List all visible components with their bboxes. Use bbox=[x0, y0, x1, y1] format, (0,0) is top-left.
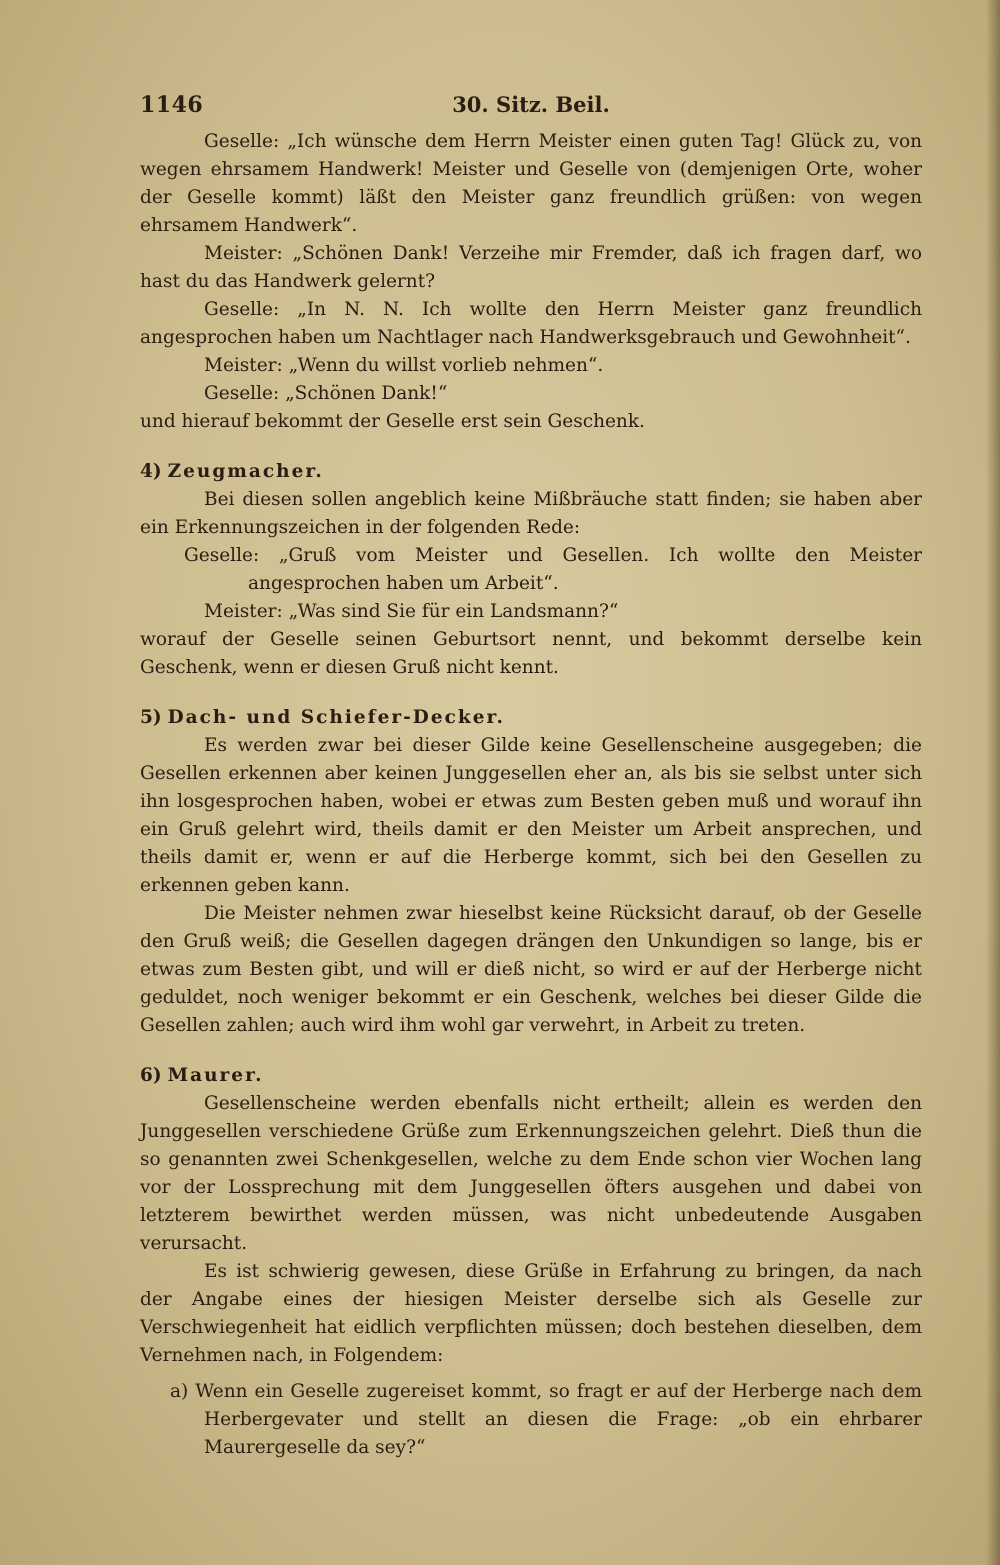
dialogue-journeyman-greeting: Geselle: „Gruß vom Meister und Gesellen. Ich wollte den Meister angesprochen haben um Arbeit“. bbox=[184, 545, 922, 594]
paragraph-gift-note: und hierauf bekommt der Geselle erst sein Geschenk. bbox=[140, 411, 645, 432]
paragraph-dachdecker-1: Es werden zwar bei dieser Gilde keine Gesellenscheine ausgegeben; die Gesellen erkennen aber keinen Junggesellen eher an, als bis sie selbst unter sich ihn losgesprochen haben, wobei er etwas zum Besten geben muß und worauf ihn ein Gruß gelehrt wird, theils damit er den Meister um Arbeit ansprechen, und theils damit er, wenn er auf die Herberge kommt, sich bei den Gesellen zu erkennen geben kann. bbox=[140, 735, 922, 896]
dialogue-master-answer: Meister: „Wenn du willst vorlieb nehmen“. bbox=[204, 355, 604, 376]
dialogue-journeyman-request: Geselle: „In N. N. Ich wollte den Herrn Meister ganz freundlich angesprochen haben um Nachtlager nach Handwerksgebrauch und Gewohnheit“. bbox=[140, 299, 922, 348]
dialogue-journeyman-thanks: Geselle: „Schönen Dank!“ bbox=[204, 383, 448, 404]
paragraph-zeugmacher-intro: Bei diesen sollen angeblich keine Mißbräuche statt finden; sie haben aber ein Erkennungszeichen in der folgenden Rede: bbox=[140, 489, 922, 538]
paragraph-dachdecker-2: Die Meister nehmen zwar hieselbst keine Rücksicht darauf, ob der Geselle den Gruß weiß; die Gesellen dagegen drängen den Unkundigen so lange, bis er etwas zum Besten gibt, und will er dieß nicht, so wird er auf der Herberge nicht geduldet, noch weniger bekommt er ein Geschenk, welches bei dieser Gilde die Gesellen zahlen; auch wird ihm wohl gar verwehrt, in Arbeit zu treten. bbox=[140, 903, 922, 1036]
section-title: Zeugmacher. bbox=[167, 461, 324, 482]
page-number: 1146 bbox=[140, 92, 204, 118]
paragraph-zeugmacher-outcome: worauf der Geselle seinen Geburtsort nennt, und bekommt derselbe kein Geschenk, wenn er diesen Gruß nicht kennt. bbox=[140, 629, 922, 678]
section-heading-4 bbox=[140, 458, 922, 486]
running-head: 30. Sitz. Beil. bbox=[452, 92, 610, 117]
paragraph-maurer-1: Gesellenscheine werden ebenfalls nicht ertheilt; allein es werden den Junggesellen verschiedene Grüße zum Erkennungszeichen gelehrt. Dieß thun die so genannten zwei Schenkgesellen, welche zu dem Ende schon vier Wochen lang vor der Lossprechung mit dem Junggesellen öfters ausgehen und dabei von letzterem bewirthet werden müssen, was nicht unbedeutende Ausgaben verursacht. bbox=[140, 1093, 922, 1254]
section-number: 6) bbox=[140, 1065, 162, 1086]
paragraph-maurer-2: Es ist schwierig gewesen, diese Grüße in Erfahrung zu bringen, da nach der Angabe eines der hiesigen Meister derselbe sich als Geselle zur Verschwiegenheit hat eidlich verpflichten müssen; doch bestehen dieselben, dem Vernehmen nach, in Folgendem: bbox=[140, 1261, 922, 1366]
section-number: 5) bbox=[140, 707, 162, 728]
body-text bbox=[140, 128, 922, 1462]
section-title: Maurer. bbox=[167, 1065, 264, 1086]
dialogue-master-question: Meister: „Was sind Sie für ein Landsmann?“ bbox=[204, 601, 619, 622]
page-edge-shadow bbox=[986, 0, 1000, 1565]
list-item-a: a) Wenn ein Geselle zugereiset kommt, so fragt er auf der Herberge nach dem Herbergevater und stellt an diesen die Frage: „ob ein ehrbarer Maurergeselle da sey?“ bbox=[170, 1381, 922, 1458]
dialogue-master-reply: Meister: „Schönen Dank! Verzeihe mir Fremder, daß ich fragen darf, wo hast du das Handwerk gelernt? bbox=[140, 243, 922, 292]
dialogue-journeyman-greeting: Geselle: „Ich wünsche dem Herrn Meister einen guten Tag! Glück zu, von wegen ehrsamem Handwerk! Meister und Geselle von (demjenigen Orte, woher der Geselle kommt) läßt den Meister ganz freundlich grüßen: von wegen ehrsamem Handwerk“. bbox=[140, 131, 922, 236]
page-header bbox=[140, 92, 922, 122]
section-heading-6 bbox=[140, 1062, 922, 1090]
section-title: Dach- und Schiefer-Decker. bbox=[167, 707, 505, 728]
section-number: 4) bbox=[140, 461, 162, 482]
section-heading-5 bbox=[140, 704, 922, 732]
